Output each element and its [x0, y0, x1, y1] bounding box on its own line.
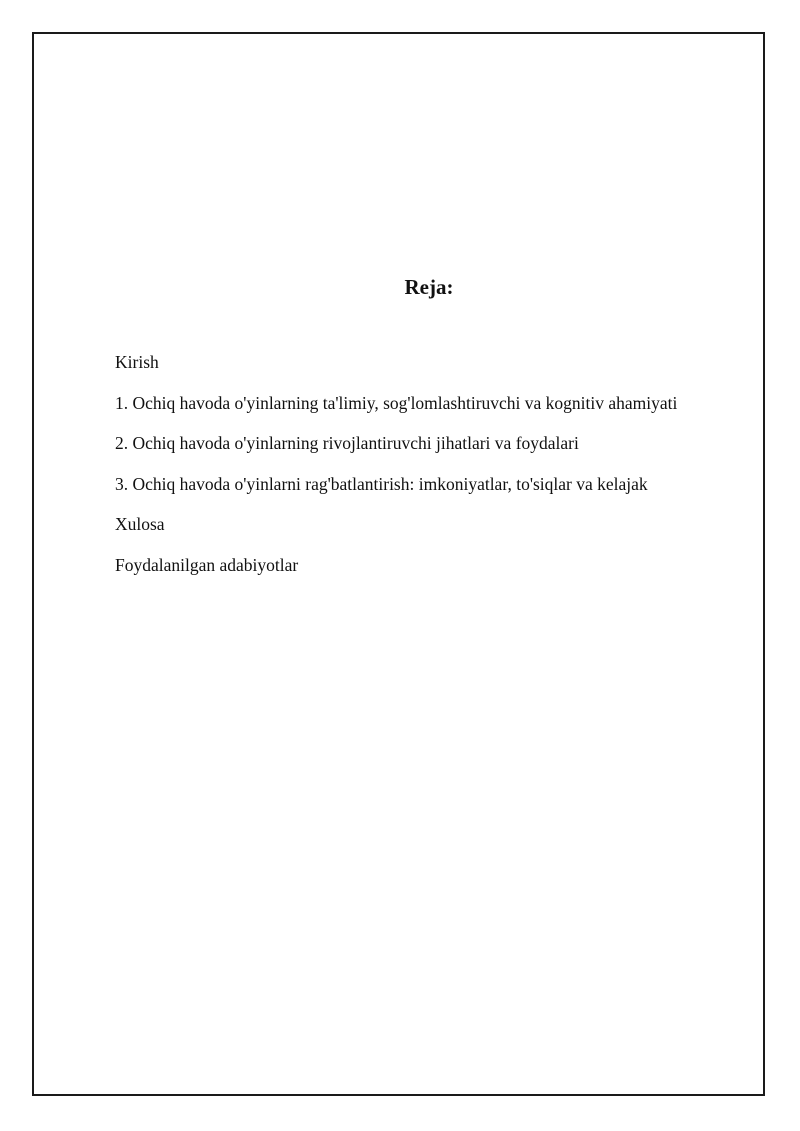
page-title: Reja:	[404, 275, 454, 299]
plan-list	[115, 350, 677, 594]
plan-item-introduction: Kirish	[115, 352, 159, 372]
plan-item-2: 2. Ochiq havoda o'yinlarning rivojlantiruvchi jihatlari va foydalari	[115, 433, 579, 454]
plan-item-conclusion: Xulosa	[115, 514, 165, 535]
plan-item-3: 3. Ochiq havoda o'yinlarni rag'batlantirish: imkoniyatlar, to'siqlar va kelajak	[115, 473, 648, 494]
plan-item-1: 1. Ochiq havoda o'yinlarning ta'limiy, sog'lomlashtiruvchi va kognitiv ahamiyati	[115, 392, 678, 413]
plan-item-references: Foydalanilgan adabiyotlar	[115, 554, 299, 575]
